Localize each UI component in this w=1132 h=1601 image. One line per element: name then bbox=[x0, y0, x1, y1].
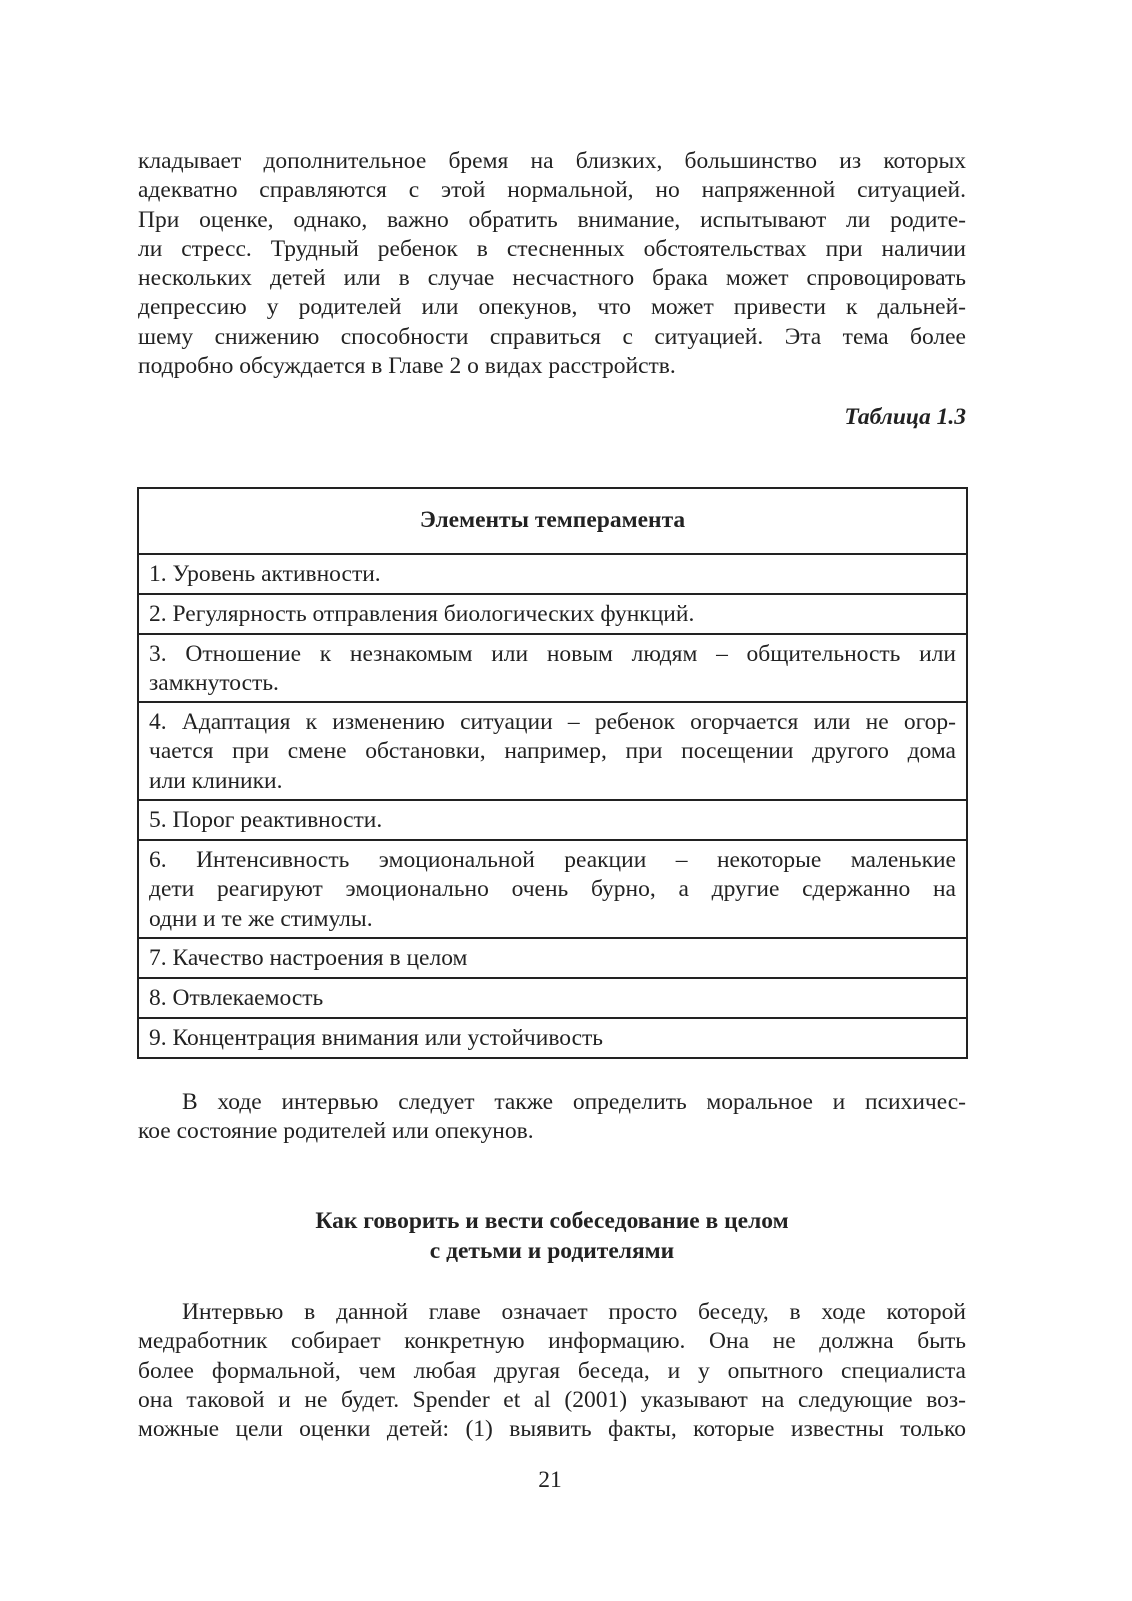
paragraph-line: кое состояние родителей или опекунов. bbox=[138, 1118, 534, 1145]
paragraph-top bbox=[138, 147, 966, 381]
paragraph-line: При оценке, однако, важно обратить внимание, испытывают ли родите- bbox=[138, 206, 966, 233]
table-cell-line: дети реагируют эмоционально очень бурно, а другие сдержанно на bbox=[149, 876, 956, 903]
table-row bbox=[139, 841, 966, 939]
table-cell-line: одни и те же стимулы. bbox=[149, 905, 373, 932]
table-cell-line: замкнутость. bbox=[149, 670, 279, 697]
table-cell-line: или клиники. bbox=[149, 767, 283, 794]
temperament-table bbox=[137, 487, 968, 1059]
paragraph-line: Интервью в данной главе означает просто беседу, в ходе которой bbox=[182, 1299, 966, 1325]
paragraph-line: В ходе интервью следует также определить моральное и психичес- bbox=[182, 1089, 966, 1115]
paragraph-line: более формальной, чем любая другая беседа, и у опытного специалиста bbox=[138, 1357, 966, 1384]
table-row bbox=[139, 979, 966, 1019]
page-number: 21 bbox=[538, 1467, 562, 1493]
table-cell-line: 3. Отношение к незнакомым или новым людям – общительность или bbox=[149, 641, 956, 667]
table-row bbox=[139, 595, 966, 635]
table-cell-line: 8. Отвлекаемость bbox=[149, 985, 324, 1011]
paragraph-line: ли стресс. Трудный ребенок в стесненных обстоятельствах при наличии bbox=[138, 235, 966, 262]
paragraph-line: нескольких детей или в случае несчастного брака может спровоцировать bbox=[138, 265, 966, 292]
table-cell-line: 5. Порог реактивности. bbox=[149, 807, 383, 833]
table-cell-line: 1. Уровень активности. bbox=[149, 561, 381, 587]
table-row bbox=[139, 635, 966, 703]
table-cell-line: чается при смене обстановки, например, при посещении другого дома bbox=[149, 738, 956, 765]
table-cell-line: 9. Концентрация внимания или устойчивость bbox=[149, 1025, 604, 1051]
table-row bbox=[139, 801, 966, 841]
paragraph-line: депрессию у родителей или опекунов, что может привести к дальней- bbox=[138, 294, 966, 321]
paragraph-middle bbox=[138, 1088, 966, 1147]
paragraph-line: можные цели оценки детей: (1) выявить факты, которые известны только bbox=[138, 1416, 966, 1443]
table-caption: Таблица 1.3 bbox=[844, 404, 966, 430]
table-cell-line: 6. Интенсивность эмоциональной реакции – некоторые маленькие bbox=[149, 847, 956, 873]
paragraph-bottom bbox=[138, 1298, 966, 1444]
table-row bbox=[139, 939, 966, 979]
table-cell-line: 4. Адаптация к изменению ситуации – ребенок огорчается или не огор- bbox=[149, 709, 956, 735]
table-cell-line: 2. Регулярность отправления биологических функций. bbox=[149, 601, 695, 627]
paragraph-line: шему снижению способности справиться с ситуацией. Эта тема более bbox=[138, 323, 966, 350]
table-row bbox=[139, 1019, 966, 1057]
heading-line: Как говорить и вести собеседование в целом bbox=[315, 1208, 789, 1234]
table-row bbox=[139, 703, 966, 801]
table-cell-line: 7. Качество настроения в целом bbox=[149, 945, 468, 971]
paragraph-line: она таковой и не будет. Spender et al (2001) указывают на следующие воз- bbox=[138, 1386, 966, 1413]
table-header: Элементы темперамента bbox=[139, 489, 966, 555]
paragraph-line: адекватно справляются с этой нормальной, но напряженной ситуацией. bbox=[138, 177, 966, 204]
paragraph-line: кладывает дополнительное бремя на близких, большинство из которых bbox=[138, 148, 966, 174]
table-row bbox=[139, 555, 966, 595]
heading-line: с детьми и родителями bbox=[429, 1238, 675, 1264]
paragraph-line: медработник собирает конкретную информацию. Она не должна быть bbox=[138, 1328, 966, 1355]
paragraph-line: подробно обсуждается в Главе 2 о видах расстройств. bbox=[138, 353, 676, 380]
section-heading bbox=[138, 1206, 966, 1266]
